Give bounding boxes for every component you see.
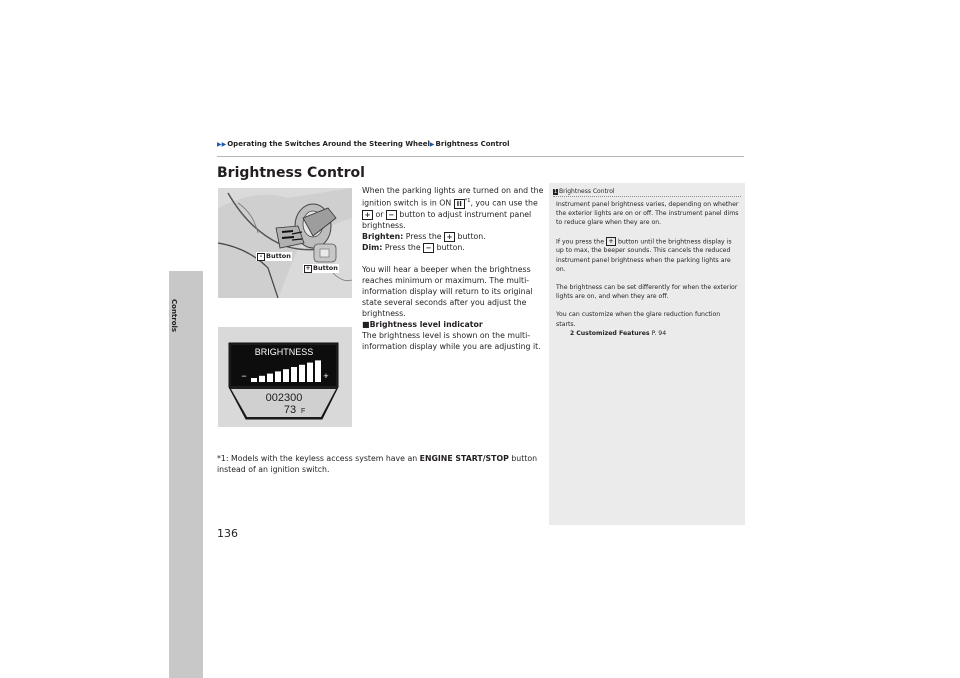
note-paragraph-3: The brightness can be set differently for when the exterior lights are on, and when they are off. (556, 283, 738, 301)
breadcrumb-arrow-icon: ▶ (429, 141, 435, 148)
side-tab-label: Controls (170, 299, 178, 333)
page-number: 136 (217, 527, 238, 540)
display-plus: + (323, 371, 329, 381)
display-heading: BRIGHTNESS (254, 347, 314, 357)
footnote: *1: Models with the keyless access system have an ENGINE START/STOP button instead of an ignition switch. (217, 454, 538, 474)
brightness-level-bar (275, 371, 281, 382)
note-paragraph-2: If you press the + button until the brightness display is up to max, the beeper sounds. This cancels the reduced instrument panel brightness when the parking lights are on. (556, 237, 732, 273)
header-rule (217, 156, 744, 157)
plus-key-icon: + (305, 265, 311, 272)
display-temp-unit: F (301, 408, 306, 415)
xref-arrow-icon: 2 (570, 329, 575, 337)
brightness-level-bar (251, 378, 257, 382)
plus-key-icon: + (362, 210, 373, 220)
brightness-level-bar (259, 376, 265, 382)
plus-button-label: Button (313, 264, 338, 272)
display-temperature: 73 (283, 404, 297, 416)
beeper-paragraph: You will hear a beeper when the brightness reaches minimum or maximum. The multi-information display will return to its original state several seconds after you adjust the brightness. (362, 264, 533, 318)
section-marker-icon: ■ (362, 319, 370, 329)
main-body-text (362, 185, 544, 352)
side-note-rule (553, 196, 741, 197)
brightness-display-figure (218, 327, 352, 427)
ignition-on-key-icon: II (454, 199, 465, 209)
note-badge-icon: 1 (553, 189, 558, 195)
dim-line: Dim: Press the − button. (362, 242, 465, 252)
breadcrumb-arrow-icon: ▶▶ (217, 141, 227, 148)
customized-features-link[interactable]: 2 Customized Features P. 94 (570, 329, 667, 337)
note-paragraph-1: Instrument panel brightness varies, depending on whether the exterior lights are on or off. The instrument panel dims to reduce glare when they are on. (556, 201, 739, 227)
breadcrumb-item-brightness[interactable]: Brightness Control (435, 140, 510, 148)
plus-key-icon: + (444, 232, 455, 242)
steering-switch-photo (218, 188, 352, 298)
section-heading: ■Brightness level indicator (362, 319, 483, 329)
note-paragraph-4: You can customize when the glare reduction function starts. (556, 311, 721, 328)
plus-button-callout (303, 264, 339, 273)
brighten-line: Brighten: Press the + button. (362, 231, 486, 241)
brightness-level-bar (291, 367, 297, 382)
level-paragraph: The brightness level is shown on the multi-information display while you are adjusting it. (362, 330, 541, 351)
minus-key-icon: − (423, 243, 434, 253)
footnote-ref[interactable]: *1 (464, 198, 471, 204)
display-odometer: 002300 (265, 392, 303, 404)
brightness-level-bar (267, 374, 273, 382)
brightness-level-bar (299, 365, 305, 382)
intro-paragraph: When the parking lights are turned on and the ignition switch is in ON II $^{*1}$, you can use the + or − button to adjust instrument panel brightness. (362, 186, 544, 230)
brightness-level-bar (307, 363, 313, 382)
breadcrumb (217, 140, 510, 148)
brightness-display-illustration (218, 327, 352, 427)
brightness-level-bar (315, 360, 321, 382)
minus-key-icon: - (257, 253, 265, 261)
steering-switch-illustration (218, 188, 352, 298)
breadcrumb-item-switches[interactable]: Operating the Switches Around the Steering Wheel (227, 140, 430, 148)
display-minus: − (241, 371, 247, 381)
side-note-text (556, 200, 741, 338)
minus-button-callout (256, 252, 292, 261)
page-title: Brightness Control (217, 165, 365, 181)
plus-key-icon: + (606, 237, 616, 246)
side-note-heading: 1 Brightness Control (553, 188, 615, 195)
brightness-level-bar (283, 369, 289, 382)
minus-button-label: Button (266, 252, 291, 260)
minus-key-icon: − (386, 210, 397, 220)
